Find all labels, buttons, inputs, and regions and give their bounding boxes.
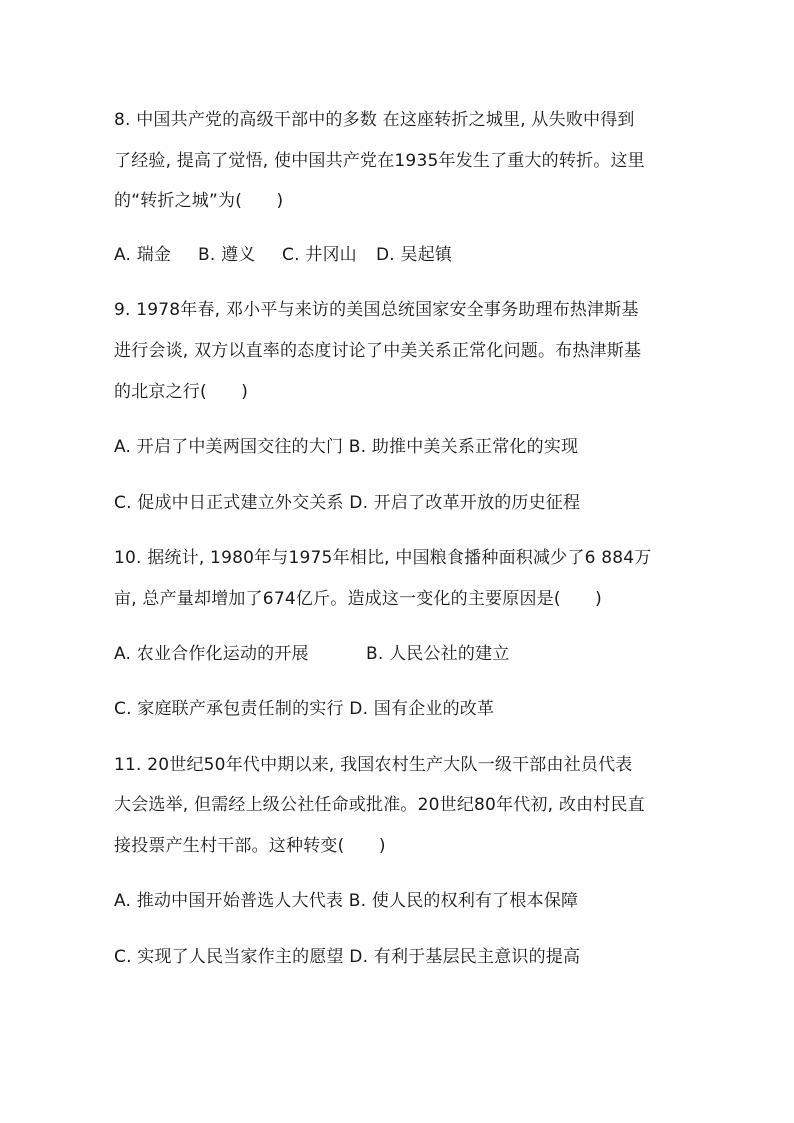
q10-option-c: C. 家庭联产承包责任制的实行 bbox=[114, 699, 344, 719]
q9-options-row-1 bbox=[114, 435, 714, 459]
q10-options-row-1 bbox=[114, 642, 714, 666]
q11-line-1: 11. 20世纪50年代中期以来, 我国农村生产大队一级干部由社员代表 bbox=[114, 755, 633, 775]
q11-options-row-2 bbox=[114, 945, 714, 969]
q10-options-row-2 bbox=[114, 697, 714, 721]
q11-options-row-1 bbox=[114, 889, 714, 913]
q10-line-2: 亩, 总产量却增加了674亿斤。造成这一变化的主要原因是( ) bbox=[114, 589, 602, 609]
q11-option-c: C. 实现了人民当家作主的愿望 bbox=[114, 947, 344, 967]
q9-option-b: B. 助推中美关系正常化的实现 bbox=[348, 437, 579, 457]
q10-option-d: D. 国有企业的改革 bbox=[349, 699, 495, 719]
q8-line-1: 8. 中国共产党的高级干部中的多数 在这座转折之城里, 从失败中得到 bbox=[114, 110, 635, 130]
q11-option-d: D. 有利于基层民主意识的提高 bbox=[349, 947, 581, 967]
q11-option-b: B. 使人民的权利有了根本保障 bbox=[348, 891, 579, 911]
q8-option-d: D. 吴起镇 bbox=[376, 245, 453, 265]
q11-line-3: 接投票产生村干部。这种转变( ) bbox=[114, 836, 386, 856]
q8-line-3: 的“转折之城”为( ) bbox=[114, 191, 284, 211]
q9-line-2: 进行会谈, 双方以直率的态度讨论了中美关系正常化问题。布热津斯基 bbox=[114, 341, 642, 361]
q9-option-a: A. 开启了中美两国交往的大门 bbox=[114, 437, 344, 457]
q9-line-1: 9. 1978年春, 邓小平与来访的美国总统国家安全事务助理布热津斯基 bbox=[114, 300, 639, 320]
q10-option-b: B. 人民公社的建立 bbox=[366, 644, 510, 664]
q8-option-b: B. 遵义 bbox=[198, 245, 256, 265]
q10-line-1: 10. 据统计, 1980年与1975年相比, 中国粮食播种面积减少了6 884万 bbox=[114, 548, 652, 568]
q11-line-2: 大会选举, 但需经上级公社任命或批准。20世纪80年代初, 改由村民直 bbox=[114, 795, 645, 815]
q8-option-c: C. 井冈山 bbox=[282, 245, 357, 265]
q9-option-d: D. 开启了改革开放的历史征程 bbox=[349, 493, 581, 513]
q9-line-3: 的北京之行( ) bbox=[114, 382, 249, 402]
q10-option-a: A. 农业合作化运动的开展 bbox=[114, 644, 309, 664]
q8-line-2: 了经验, 提高了觉悟, 使中国共产党在1935年发生了重大的转折。这里 bbox=[114, 151, 645, 171]
q9-option-c: C. 促成中日正式建立外交关系 bbox=[114, 493, 344, 513]
q8-option-a: A. 瑞金 bbox=[114, 245, 172, 265]
q8-options bbox=[114, 243, 714, 267]
q11-option-a: A. 推动中国开始普选人大代表 bbox=[114, 891, 344, 911]
q9-options-row-2 bbox=[114, 491, 714, 515]
